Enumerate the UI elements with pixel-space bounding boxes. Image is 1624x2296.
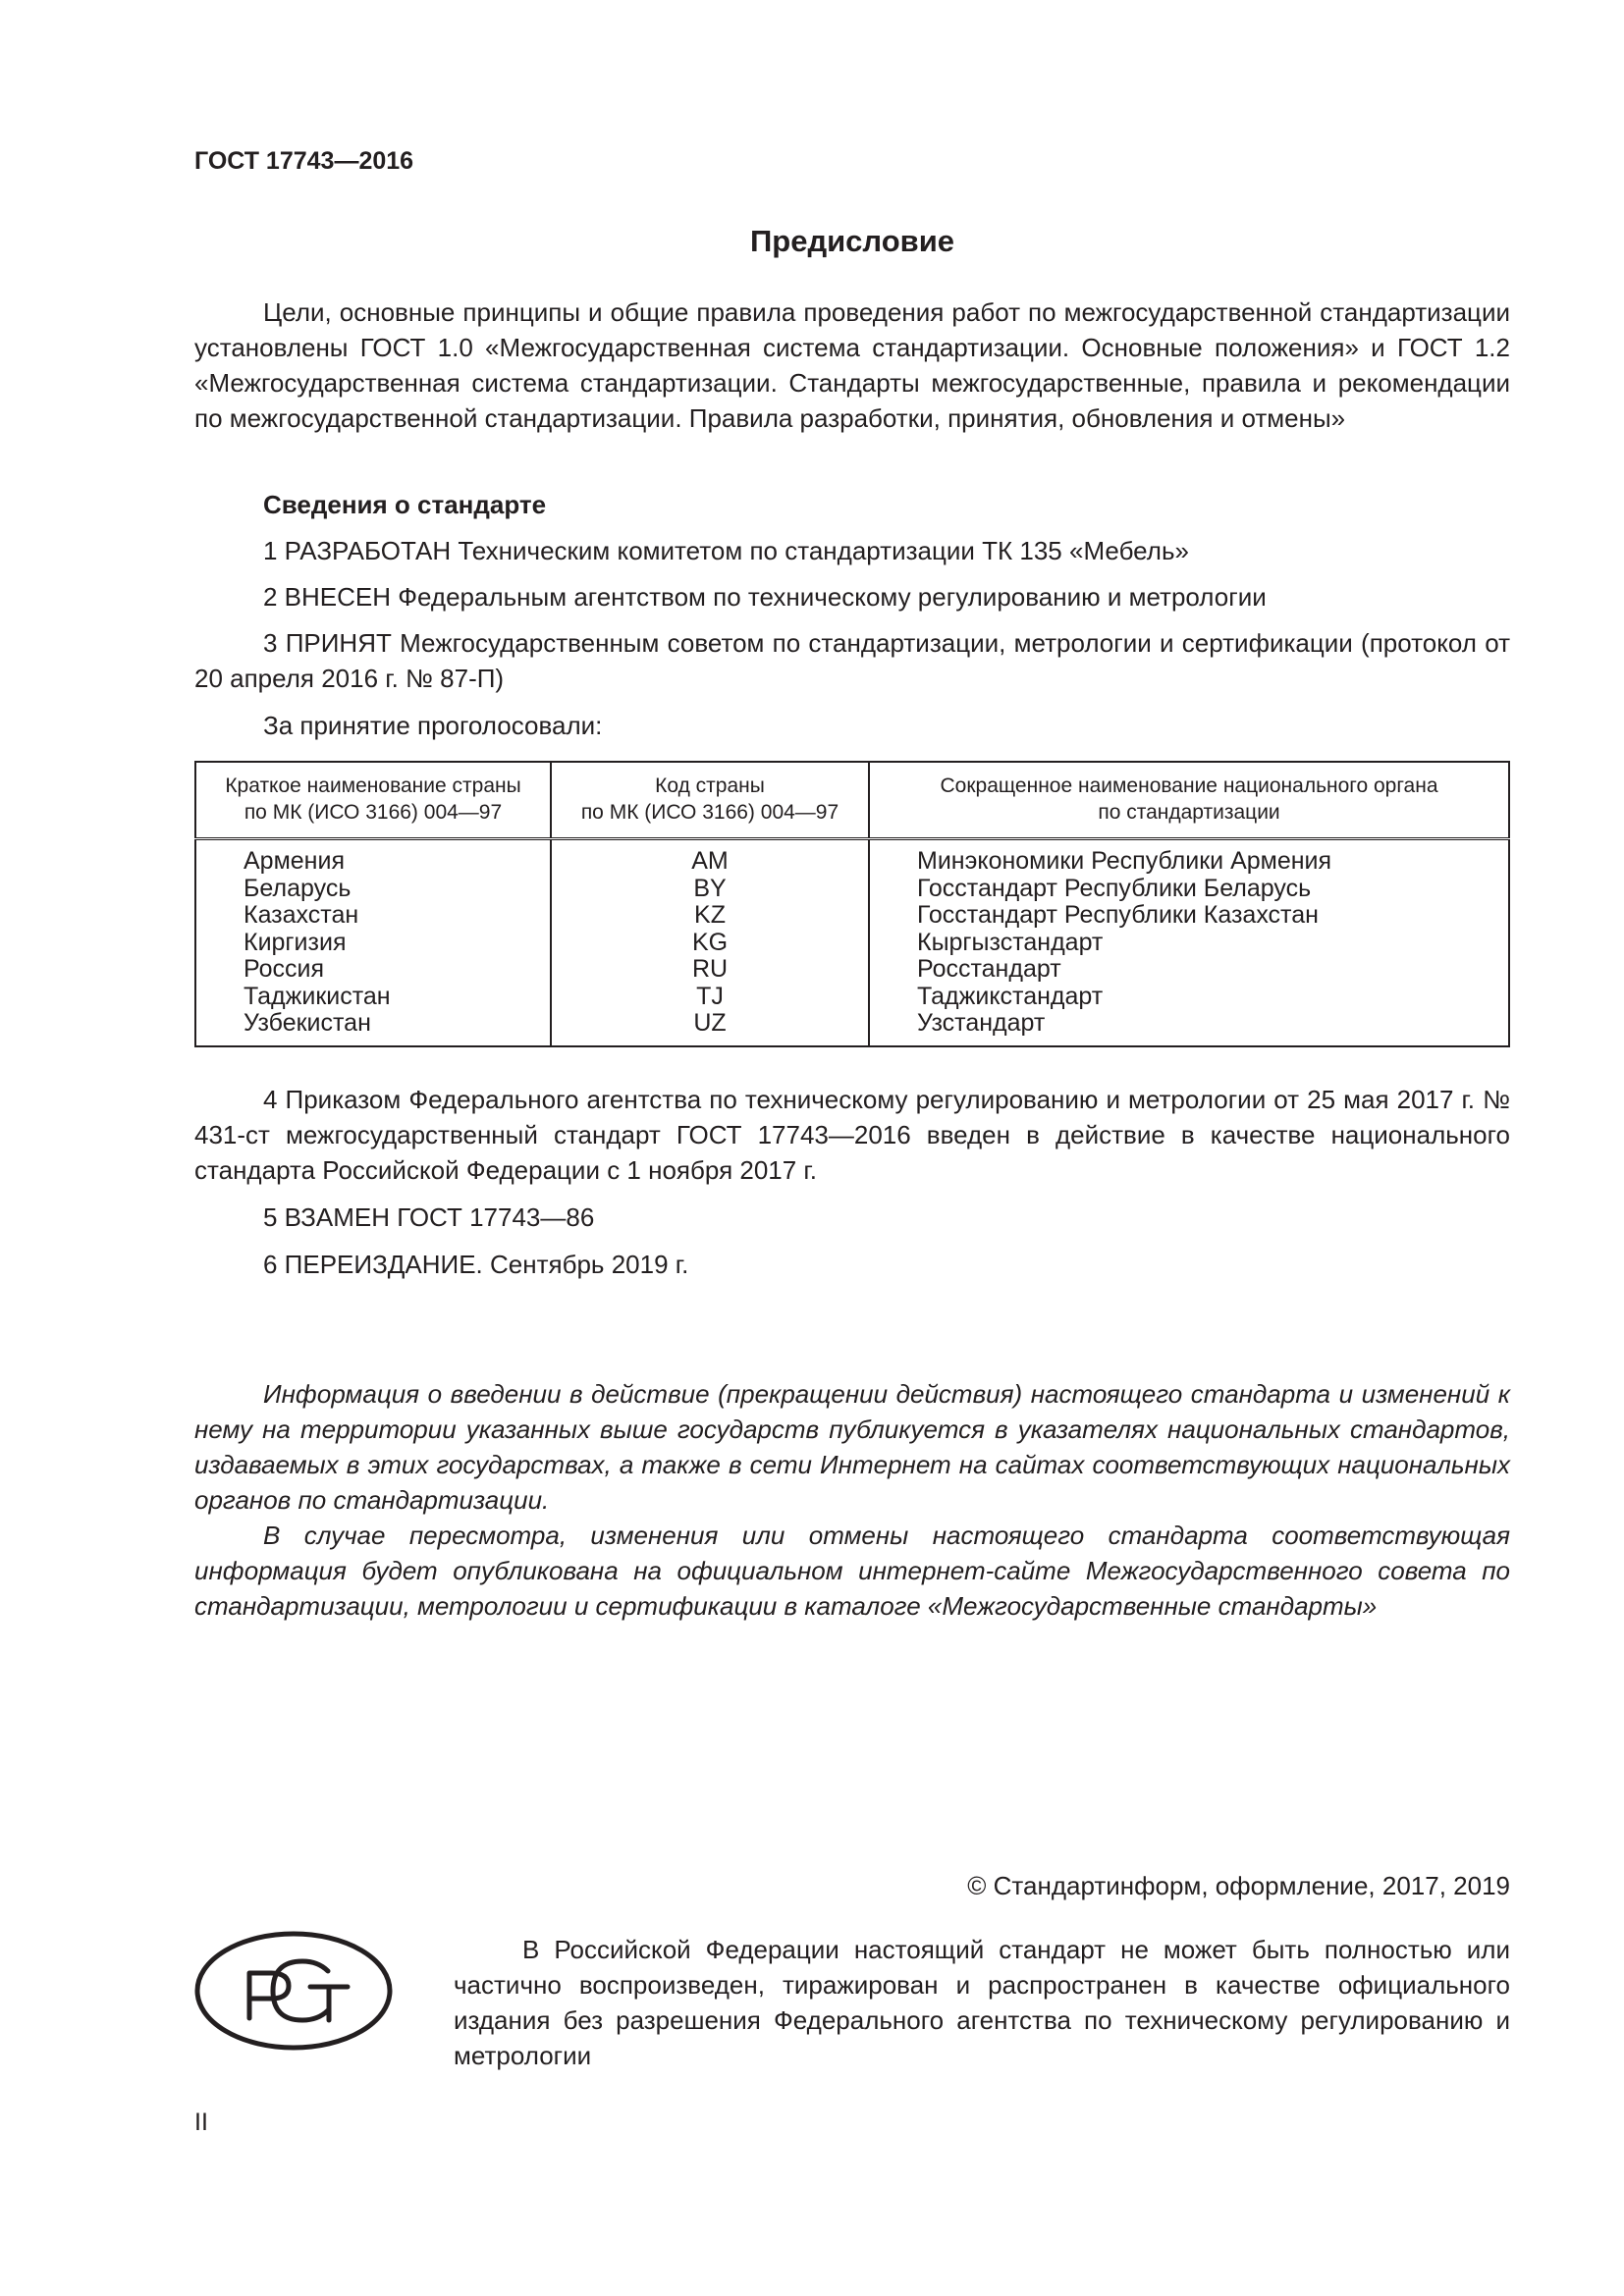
item-replaces: 5 ВЗАМЕН ГОСТ 17743—86: [263, 1202, 595, 1232]
table-row: [195, 930, 1509, 957]
info-paragraph-revision: В случае пересмотра, изменения или отмены настоящего стандарта соответствующая информация будет опубликована на официальном интернет-сайте Межгосударственного совета по стандартизации, метрологии и сертификации в каталоге «Межгосударственные стандарты»: [194, 1521, 1510, 1621]
country-cell: Таджикистан: [195, 984, 551, 1011]
info-paragraph-introduction: Информация о введении в действие (прекращении действия) настоящего стандарта и изменений к нему на территории указанных выше государств публикуется в указателях национальных стандартов, издаваемых в этих государствах, а также в сети Интернет на сайтах соответствующих национальных органов по стандартизации.: [194, 1379, 1510, 1515]
country-cell: Беларусь: [195, 876, 551, 903]
page-number: II: [194, 2109, 208, 2136]
code-cell: TJ: [551, 984, 869, 1011]
rst-mark-icon: [192, 1928, 395, 2054]
table-row: [195, 1010, 1509, 1046]
table-row: [195, 984, 1509, 1011]
header-code: [551, 762, 869, 839]
legal-notice: В Российской Федерации настоящий стандарт не может быть полностью или частично воспроизведен, тиражирован и распространен в качестве официального издания без разрешения Федерального агентства по техническому регулированию и метрологии: [454, 1935, 1510, 2070]
item-submitted: 2 ВНЕСЕН Федеральным агентством по техническому регулированию и метрологии: [263, 582, 1267, 612]
intro-paragraph: Цели, основные принципы и общие правила проведения работ по межгосударственной стандартизации установлены ГОСТ 1.0 «Межгосударственная система стандартизации. Основные положения» и ГОСТ 1.2 «Межгосударственная система стандартизации. Стандарты межгосударственные, правила и рекомендации по межгосударственной стандартизации. Правила разработки, принятия, обновления и отмены»: [194, 297, 1510, 433]
rst-logo: [192, 1928, 395, 2058]
item-enacted: 4 Приказом Федерального агентства по техническому регулированию и метрологии от 25 мая 2017 г. № 431-ст межгосударственный стандарт ГОСТ 17743—2016 введен в действие в качестве национального стандарта Российской Федерации с 1 ноября 2017 г.: [194, 1085, 1510, 1185]
standard-code-header: ГОСТ 17743—2016: [194, 147, 414, 175]
organization-cell: Таджикстандарт: [869, 984, 1509, 1011]
organization-cell: Минэкономики Республики Армения: [869, 839, 1509, 876]
code-cell: UZ: [551, 1010, 869, 1046]
copyright-line: © Стандартинформ, оформление, 2017, 2019: [967, 1871, 1510, 1900]
table-row: [195, 902, 1509, 930]
table-row: [195, 956, 1509, 984]
code-cell: KZ: [551, 902, 869, 930]
voting-table: [194, 761, 1510, 1047]
country-cell: Узбекистан: [195, 1010, 551, 1046]
country-cell: Россия: [195, 956, 551, 984]
header-code-line2: по МК (ИСО 3166) 004—97: [580, 801, 839, 824]
country-cell: Армения: [195, 839, 551, 876]
header-country-line1: Краткое наименование страны: [225, 774, 521, 797]
header-code-line1: Код страны: [655, 774, 765, 797]
organization-cell: Госстандарт Республики Беларусь: [869, 876, 1509, 903]
organization-cell: Узстандарт: [869, 1010, 1509, 1046]
item-developed: 1 РАЗРАБОТАН Техническим комитетом по стандартизации ТК 135 «Мебель»: [263, 536, 1189, 565]
country-cell: Казахстан: [195, 902, 551, 930]
organization-cell: Госстандарт Республики Казахстан: [869, 902, 1509, 930]
voted-label: За принятие проголосовали:: [263, 711, 603, 740]
table-header-row: [195, 762, 1509, 839]
header-country: [195, 762, 551, 839]
country-cell: Киргизия: [195, 930, 551, 957]
header-organization: [869, 762, 1509, 839]
table-row: [195, 876, 1509, 903]
table-row: [195, 839, 1509, 876]
code-cell: AM: [551, 839, 869, 876]
code-cell: KG: [551, 930, 869, 957]
page-title: Предисловие: [749, 224, 954, 258]
organization-cell: Росстандарт: [869, 956, 1509, 984]
organization-cell: Кыргызстандарт: [869, 930, 1509, 957]
section-heading: Сведения о стандарте: [263, 490, 547, 519]
code-cell: BY: [551, 876, 869, 903]
header-organization-line1: Сокращенное наименование национального органа: [940, 774, 1438, 797]
item-reissue: 6 ПЕРЕИЗДАНИЕ. Сентябрь 2019 г.: [263, 1250, 689, 1279]
header-organization-line2: по стандартизации: [1098, 801, 1280, 824]
header-country-line2: по МК (ИСО 3166) 004—97: [244, 801, 503, 824]
code-cell: RU: [551, 956, 869, 984]
item-adopted: 3 ПРИНЯТ Межгосударственным советом по стандартизации, метрологии и сертификации (протокол от 20 апреля 2016 г. № 87-П): [194, 628, 1510, 693]
